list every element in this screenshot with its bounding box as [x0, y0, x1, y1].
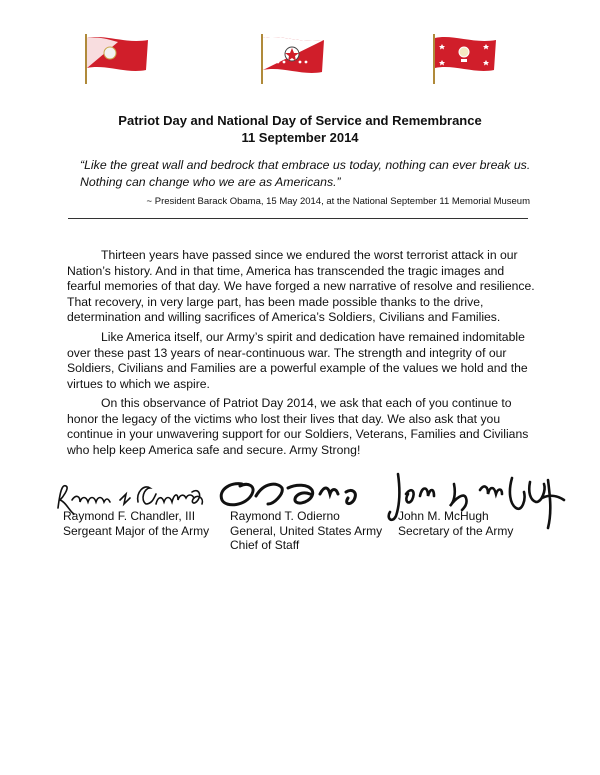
sergeant-major-flag-icon: [80, 32, 160, 84]
chief-of-staff-flag-icon: [256, 32, 336, 84]
signer-name: John M. McHugh: [398, 509, 489, 523]
secretary-of-army-flag-icon: [428, 32, 508, 84]
signer-title: Secretary of the Army: [398, 523, 514, 538]
paragraph: Thirteen years have passed since we endured the worst terrorist attack in our Nation’s history. And in that time, America has transcended the tragic images and fearful memories of that day. We have forged a new narrative of resolve and resilience. That recovery, in very large part, has been made possible thanks to the drive, determination and willing sacrifices of America’s Soldiers, Civilians and Families.: [67, 248, 535, 324]
signer-block-mchugh: [398, 509, 513, 538]
paragraph: Like America itself, our Army’s spirit and dedication have remained indomitable over these past 13 years of near-continuous war. The strength and integrity of our Soldiers, Civilians and Families are a powerful example of the values we hold and the virtues to which we aspire.: [67, 330, 528, 391]
signer-block-chandler: [63, 509, 209, 538]
quote-text: “Like the great wall and bedrock that embrace us today, nothing can ever break us. Nothing can change who we are as Americans.”: [80, 158, 531, 189]
signer-title: General, United States Army: [230, 523, 383, 538]
paragraph: On this observance of Patriot Day 2014, we ask that each of you continue to honor the legacy of the victims who lost their lives that day. We also ask that you continue in your unwavering support for our Soldiers, Veterans, Families and Civilians who help keep America safe and secure. Army Strong!: [67, 396, 529, 457]
page-title: Patriot Day and National Day of Service and Remembrance: [118, 113, 482, 128]
signer-title-secondary: Chief of Staff: [230, 538, 300, 552]
signer-name: Raymond F. Chandler, III: [63, 509, 196, 523]
signer-block-odierno: [230, 509, 382, 553]
signature-odierno: [212, 474, 372, 514]
signer-title: Sergeant Major of the Army: [63, 523, 210, 538]
divider: [68, 218, 528, 219]
page-date: 11 September 2014: [241, 130, 359, 145]
signer-name: Raymond T. Odierno: [230, 509, 340, 523]
quote-attribution: ~ President Barack Obama, 15 May 2014, at the National September 11 Memorial Museum: [146, 196, 530, 207]
